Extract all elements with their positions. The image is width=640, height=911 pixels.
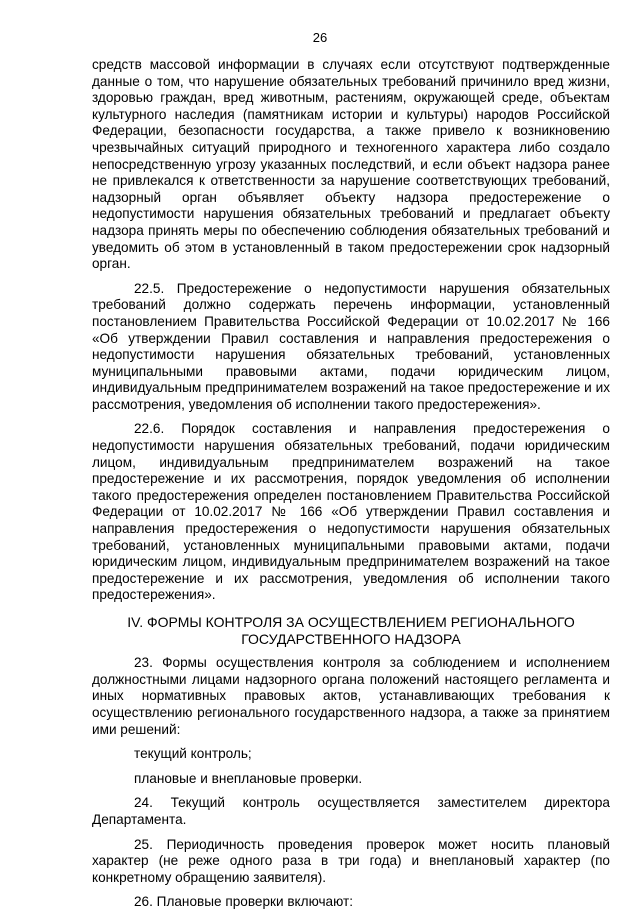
paragraph-22-6: 22.6. Порядок составления и направления предостережения о недопустимости нарушения обязательных требований, подачи юридическим лицом, индивидуальным предпринимателем возражений на такое предостережение и их рассмотрения, порядок уведомления об исполнении такого предостережения определен постановлением Правительства Российской Федерации от 10.02.2017 № 166 «Об утверждении Правил составления и направления предостережения о недопустимости нарушения обязательных требований, установленных муниципальными правовыми актами, подачи юридическим лицом, индивидуальным предпринимателем возражений на такое предостережение и их рассмотрения, уведомления об исполнении такого предостережения». (92, 421, 610, 603)
section-heading (92, 614, 610, 647)
paragraph-continuation: средств массовой информации в случаях если отсутствуют подтвержденные данные о том, что нарушение обязательных требований причинило вред жизни, здоровью граждан, вред животным, растениям, окружающей среде, объектам культурного наследия (памятникам истории и культуры) народов Российской Федерации, безопасности государства, а также привело к возникновению чрезвычайных ситуаций природного и техногенного характера либо создало непосредственную угрозу указанных последствий, и если объект надзора ранее не привлекался к ответственности за нарушение соответствующих требований, надзорный орган объявляет объекту надзора предостережение о недопустимости нарушения обязательных требований и предлагает объекту надзора принять меры по обеспечению соблюдения обязательных требований и уведомить об этом в установленный в таком предостережении срок надзорный орган. (92, 57, 610, 272)
document-body (92, 57, 610, 911)
paragraph-26: 26. Плановые проверки включают: (134, 894, 354, 910)
paragraph-24: 24. Текущий контроль осуществляется заместителем директора Департамента. (92, 795, 610, 827)
paragraph-25: 25. Периодичность проведения проверок может носить плановый характер (не реже одного раза в три года) и внеплановый характер (по конкретному обращению заявителя). (92, 836, 610, 885)
page-number: 26 (312, 30, 328, 45)
list-item-inspections: плановые и внеплановые проверки. (134, 770, 363, 786)
section-heading-line-2: ГОСУДАРСТВЕННОГО НАДЗОРА (241, 630, 461, 647)
paragraph-22-5: 22.5. Предостережение о недопустимости нарушения обязательных требований должно содержать перечень информации, установленный постановлением Правительства Российской Федерации от 10.02.2017 № 166 «Об утверждении Правил составления и направления предостережения о недопустимости нарушения обязательных требований, установленных муниципальными правовыми актами, подачи юридическим лицом, индивидуальным предпринимателем возражений на такое предостережение и их рассмотрения, уведомления об исполнении такого предостережения». (92, 280, 610, 412)
paragraph-23: 23. Формы осуществления контроля за соблюдением и исполнением должностными лицами надзорного органа положений настоящего регламента и иных нормативных правовых актов, устанавливающих требования к осуществлению регионального государственного надзора, а также за принятием ими решений: (92, 655, 610, 737)
list-item-current-control: текущий контроль; (134, 746, 252, 762)
section-heading-line-1: IV. ФОРМЫ КОНТРОЛЯ ЗА ОСУЩЕСТВЛЕНИЕМ РЕГИОНАЛЬНОГО (127, 614, 575, 630)
